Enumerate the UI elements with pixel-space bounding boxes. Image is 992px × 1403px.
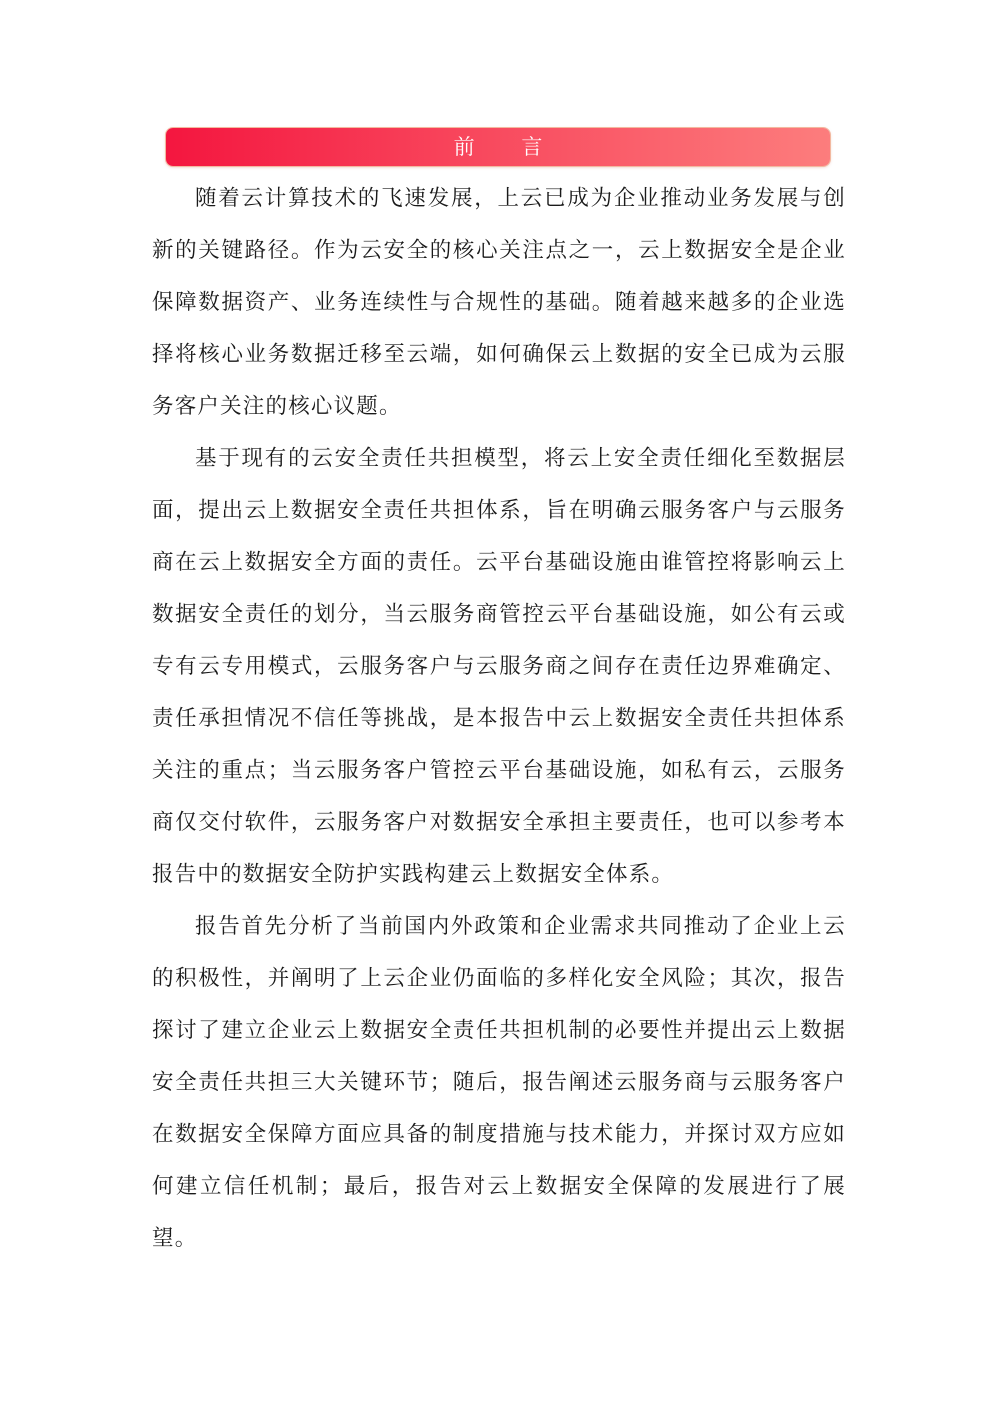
paragraph-2: 基于现有的云安全责任共担模型，将云上安全责任细化至数据层面，提出云上数据安全责任共担体系，旨在明确云服务客户与云服务商在云上数据安全方面的责任。云平台基础设施由谁管控将影响云上数据安全责任的划分，当云服务商管控云平台基础设施，如公有云或专有云专用模式，云服务客户与云服务商之间存在责任边界难确定、责任承担情况不信任等挑战，是本报告中云上数据安全责任共担体系关注的重点；当云服务客户管控云平台基础设施，如私有云，云服务商仅交付软件，云服务客户对数据安全承担主要责任，也可以参考本报告中的数据安全防护实践构建云上数据安全体系。 (152, 446, 846, 887)
section-title: 前 言 (453, 135, 563, 159)
preface-body (152, 173, 846, 1265)
paragraph-3: 报告首先分析了当前国内外政策和企业需求共同推动了企业上云的积极性，并阐明了上云企业仍面临的多样化安全风险；其次，报告探讨了建立企业云上数据安全责任共担机制的必要性并提出云上数据安全责任共担三大关键环节；随后，报告阐述云服务商与云服务客户在数据安全保障方面应具备的制度措施与技术能力，并探讨双方应如何建立信任机制；最后，报告对云上数据安全保障的发展进行了展望。 (152, 914, 846, 1251)
section-title-banner (166, 128, 830, 166)
paragraph-1: 随着云计算技术的飞速发展，上云已成为企业推动业务发展与创新的关键路径。作为云安全的核心关注点之一，云上数据安全是企业保障数据资产、业务连续性与合规性的基础。随着越来越多的企业选择将核心业务数据迁移至云端，如何确保云上数据的安全已成为云服务客户关注的核心议题。 (152, 186, 846, 419)
